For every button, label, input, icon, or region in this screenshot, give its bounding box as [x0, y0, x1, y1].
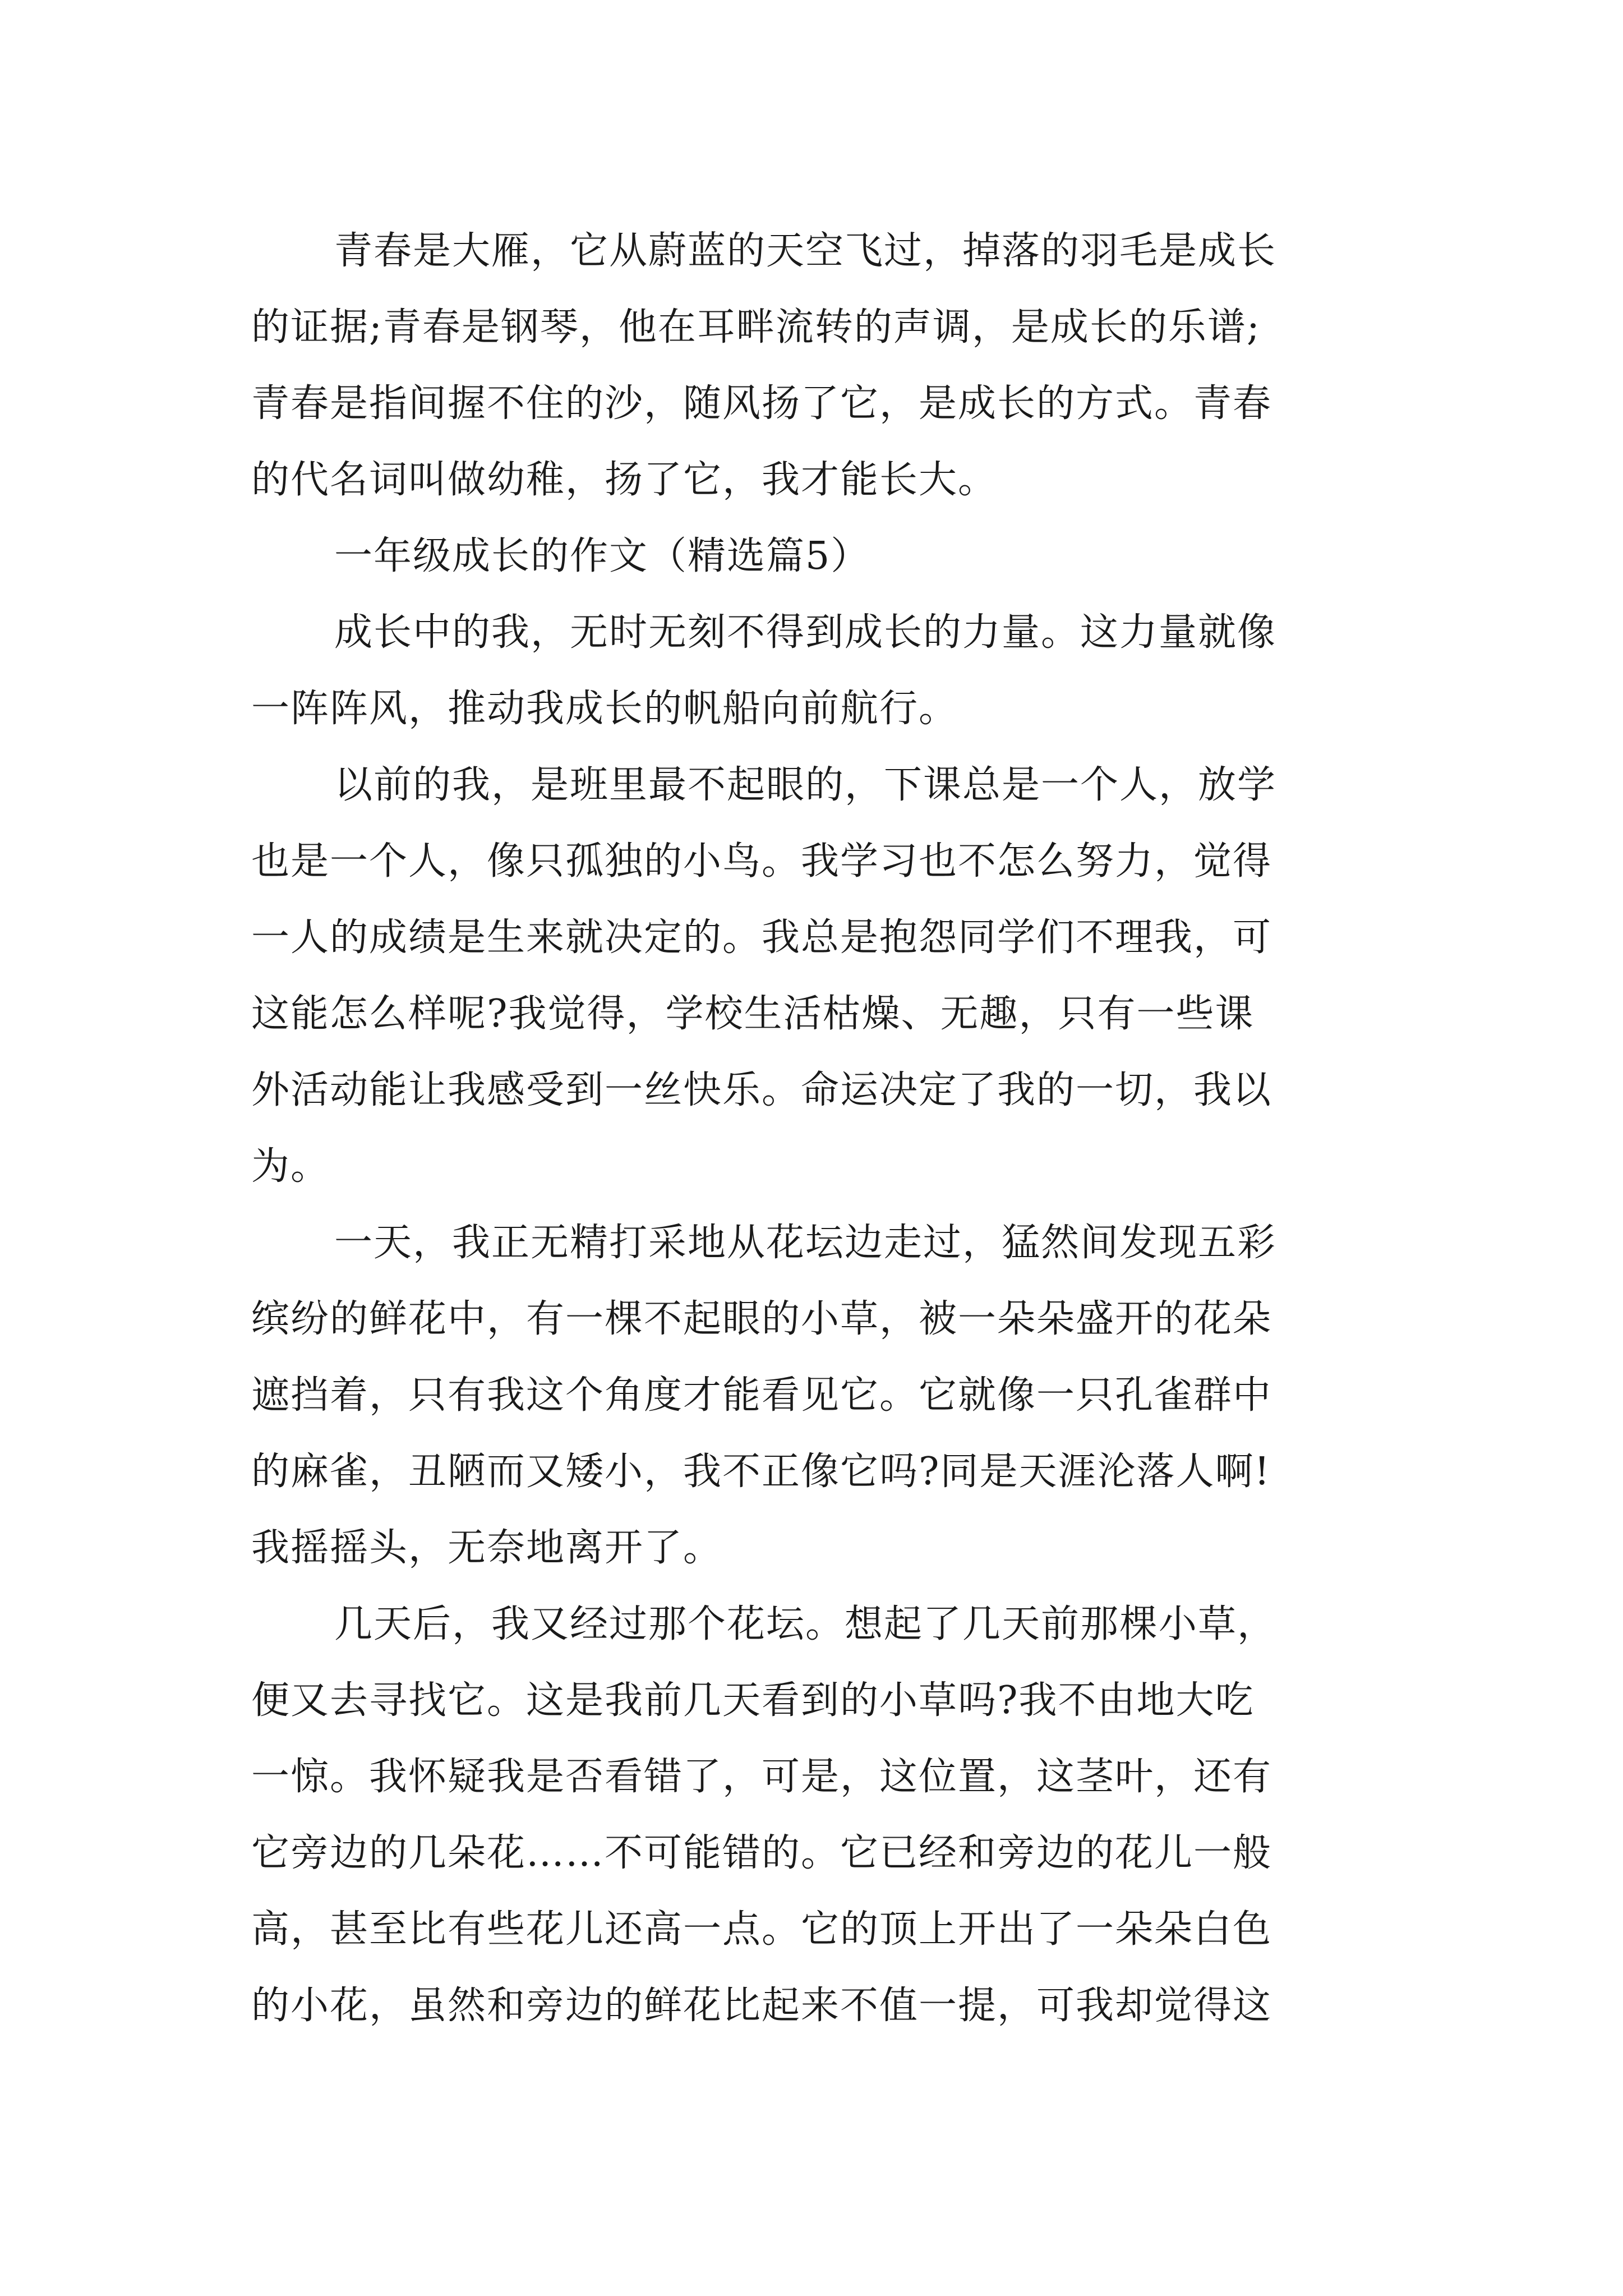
paragraph-line: 的证据;青春是钢琴，他在耳畔流转的声调，是成长的乐谱;	[251, 305, 1261, 349]
paragraph-line: 缤纷的鲜花中，有一棵不起眼的小草，被一朵朵盛开的花朵	[251, 1297, 1272, 1341]
paragraph-line: 一阵阵风，推动我成长的帆船向前航行。	[251, 687, 958, 731]
paragraph-line: 我摇摇头，无奈地离开了。	[251, 1526, 723, 1570]
section-heading: 一年级成长的作文（精选篇5）	[334, 534, 870, 578]
paragraph-line: 的小花，虽然和旁边的鲜花比起来不值一提，可我却觉得这	[251, 1984, 1272, 2028]
paragraph-line: 青春是大雁，它从蔚蓝的天空飞过，掉落的羽毛是成长	[334, 229, 1277, 273]
paragraph-line: 青春是指间握不住的沙，随风扬了它，是成长的方式。青春	[251, 381, 1272, 426]
paragraph-line: 也是一个人，像只孤独的小鸟。我学习也不怎么努力，觉得	[251, 839, 1272, 884]
paragraph-line: 便又去寻找它。这是我前几天看到的小草吗?我不由地大吃	[251, 1678, 1255, 1723]
paragraph-line: 高，甚至比有些花儿还高一点。它的顶上开出了一朵朵白色	[251, 1907, 1272, 1952]
paragraph-line: 成长中的我，无时无刻不得到成长的力量。这力量就像	[334, 610, 1277, 655]
paragraph-line: 外活动能让我感受到一丝快乐。命运决定了我的一切，我以	[251, 1068, 1272, 1112]
paragraph-line: 这能怎么样呢?我觉得，学校生活枯燥、无趣，只有一些课	[251, 992, 1255, 1036]
paragraph-line: 一天，我正无精打采地从花坛边走过，猛然间发现五彩	[334, 1221, 1277, 1265]
paragraph-line: 的麻雀，丑陋而又矮小，我不正像它吗?同是天涯沦落人啊!	[251, 1450, 1271, 1494]
paragraph-line: 遮挡着，只有我这个角度才能看见它。它就像一只孔雀群中	[251, 1373, 1272, 1418]
document-body	[251, 213, 1373, 2044]
paragraph-line: 为。	[251, 1144, 330, 1189]
paragraph-line: 一人的成绩是生来就决定的。我总是抱怨同学们不理我，可	[251, 915, 1272, 960]
paragraph-line: 它旁边的几朵花……不可能错的。它已经和旁边的花儿一般	[251, 1831, 1272, 1875]
paragraph-line: 几天后，我又经过那个花坛。想起了几天前那棵小草，	[334, 1602, 1277, 1646]
paragraph-line: 以前的我，是班里最不起眼的，下课总是一个人，放学	[334, 763, 1277, 807]
paragraph-line: 的代名词叫做幼稚，扬了它，我才能长大。	[251, 458, 998, 502]
paragraph-line: 一惊。我怀疑我是否看错了，可是，这位置，这茎叶，还有	[251, 1755, 1272, 1799]
